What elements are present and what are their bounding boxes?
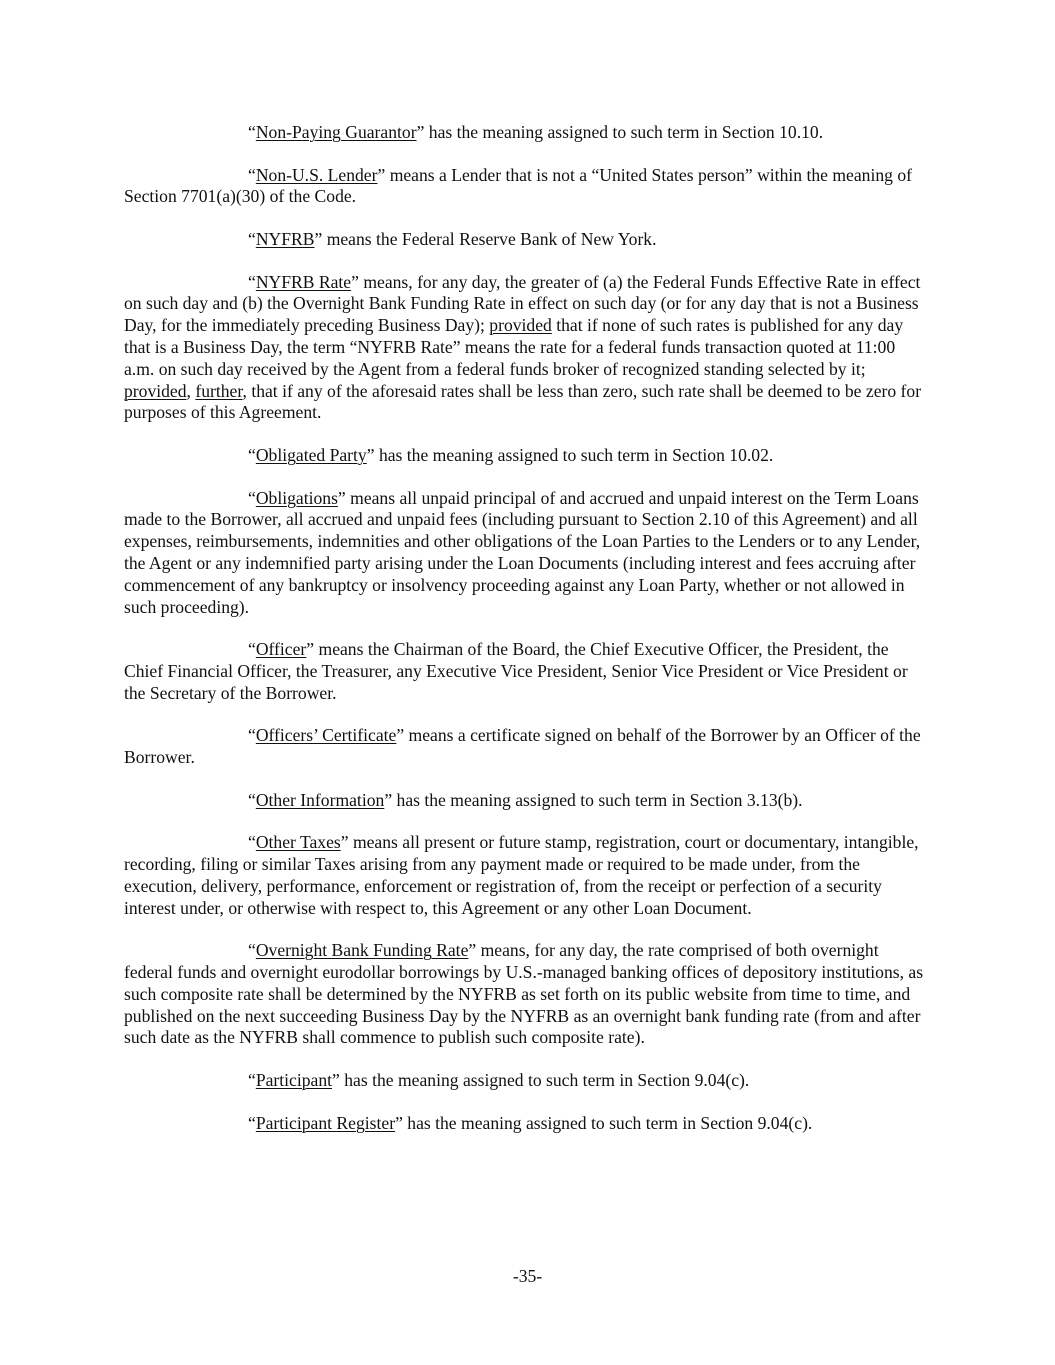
definition-participant-register bbox=[124, 1113, 924, 1135]
definition-text: ” means the Federal Reserve Bank of New York. bbox=[314, 228, 657, 249]
definition-text: ” has the meaning assigned to such term in Section 10.02. bbox=[366, 444, 774, 465]
further-term: further bbox=[195, 380, 243, 401]
definition-participant bbox=[124, 1070, 924, 1092]
definition-obligations bbox=[124, 488, 924, 619]
definition-other-information bbox=[124, 790, 924, 812]
defined-term: Non-U.S. Lender bbox=[255, 164, 378, 185]
defined-term: Officers’ Certificate bbox=[255, 725, 397, 746]
definition-text: ” means all unpaid principal of and accrued and unpaid interest on the Term Loans made to the Borrower, all accrued and unpaid fees (including pursuant to Section 2.10 of this Agreement) and all expenses, reimbursements, indemnities and other obligations of the Loan Parties to the Lenders or to any Lender, the Agent or any indemnified party arising under the Loan Documents (including interest and fees accruing after commencement of any bankruptcy or insolvency proceeding against any Loan Party, whether or not allowed in such proceeding). bbox=[124, 487, 921, 617]
definition-obligated-party bbox=[124, 445, 924, 467]
defined-term: Overnight Bank Funding Rate bbox=[255, 940, 469, 961]
open-quote: “ bbox=[248, 228, 256, 249]
defined-term: Obligated Party bbox=[255, 444, 367, 465]
definition-text: that if none of such rates is published for any day that is a Business Day, the term “NYFRB Rate” means the rate for a federal funds transaction quoted at 11:00 a.m. on such day received by the Agent from a federal funds broker of recognized standing selected by it; bbox=[124, 315, 904, 379]
open-quote: “ bbox=[248, 164, 256, 185]
definition-nyfrb bbox=[124, 229, 924, 251]
defined-term: Non-Paying Guarantor bbox=[255, 122, 417, 142]
open-quote: “ bbox=[248, 832, 256, 853]
document-page bbox=[124, 122, 924, 1155]
open-quote: “ bbox=[248, 1070, 256, 1091]
definition-text: ” means a certificate signed on behalf of the Borrower by an Officer of the Borrower. bbox=[124, 725, 921, 768]
defined-term: Officer bbox=[255, 639, 307, 660]
open-quote: “ bbox=[248, 122, 256, 142]
open-quote: “ bbox=[248, 639, 256, 660]
defined-term: NYFRB bbox=[255, 228, 315, 249]
definition-nyfrb-rate bbox=[124, 272, 924, 425]
defined-term: Obligations bbox=[255, 487, 338, 508]
definition-text: ” has the meaning assigned to such term in Section 9.04(c). bbox=[332, 1070, 750, 1091]
defined-term: Participant Register bbox=[255, 1112, 396, 1133]
open-quote: “ bbox=[248, 487, 256, 508]
definition-text: , that if any of the aforesaid rates shall be less than zero, such rate shall be deemed to be zero for purposes of this Agreement. bbox=[124, 380, 922, 423]
definition-officers-certificate bbox=[124, 725, 924, 769]
open-quote: “ bbox=[248, 1112, 256, 1133]
definition-text: ” means, for any day, the rate comprised of both overnight federal funds and overnight eurodollar borrowings by U.S.-managed banking offices of depository institutions, as such composite rate shall be determined by the NYFRB as set forth on its public website from time to time, and published on the next succeeding Business Day by the NYFRB as an overnight bank funding rate (from and after such date as the NYFRB shall commence to publish such composite rate). bbox=[124, 940, 924, 1048]
provided-term: provided bbox=[489, 315, 552, 336]
defined-term: Other Taxes bbox=[255, 832, 341, 853]
open-quote: “ bbox=[248, 271, 256, 292]
definition-overnight-bank-funding-rate bbox=[124, 940, 924, 1049]
open-quote: “ bbox=[248, 444, 256, 465]
definition-text: ” means the Chairman of the Board, the Chief Executive Officer, the President, the Chief Financial Officer, the Treasurer, any Executive Vice President, Senior Vice President or Vice President or the Secretary of the Borrower. bbox=[124, 639, 908, 703]
defined-term: NYFRB Rate bbox=[255, 271, 352, 292]
open-quote: “ bbox=[248, 940, 256, 961]
open-quote: “ bbox=[248, 725, 256, 746]
page-number: -35- bbox=[512, 1266, 543, 1286]
defined-term: Participant bbox=[255, 1070, 333, 1091]
definition-text: ” means, for any day, the greater of (a) the Federal Funds Effective Rate in effect on such day and (b) the Overnight Bank Funding Rate in effect on such day (or for any day that is not a Business Day, for the immediately preceding Business Day); bbox=[124, 271, 921, 336]
definition-text: ” has the meaning assigned to such term in Section 10.10. bbox=[416, 122, 824, 142]
definition-non-paying-guarantor bbox=[124, 122, 924, 144]
definition-non-us-lender bbox=[124, 165, 924, 209]
open-quote: “ bbox=[248, 789, 256, 810]
definition-other-taxes bbox=[124, 832, 924, 919]
definition-text: ” means a Lender that is not a “United States person” within the meaning of Section 7701(a)(30) of the Code. bbox=[124, 164, 912, 207]
provided-term: provided bbox=[124, 380, 187, 401]
definition-officer bbox=[124, 639, 924, 704]
definition-text: ” means all present or future stamp, registration, court or documentary, intangible, recording, filing or similar Taxes arising from any payment made or required to be made under, from the execution, delivery, performance, enforcement or registration of, from the receipt or perfection of a security interest under, or otherwise with respect to, this Agreement or any other Loan Document. bbox=[124, 832, 919, 918]
comma: , bbox=[186, 380, 196, 401]
definition-text: ” has the meaning assigned to such term in Section 9.04(c). bbox=[395, 1112, 813, 1133]
definition-text: ” has the meaning assigned to such term in Section 3.13(b). bbox=[384, 789, 803, 810]
defined-term: Other Information bbox=[255, 789, 385, 810]
